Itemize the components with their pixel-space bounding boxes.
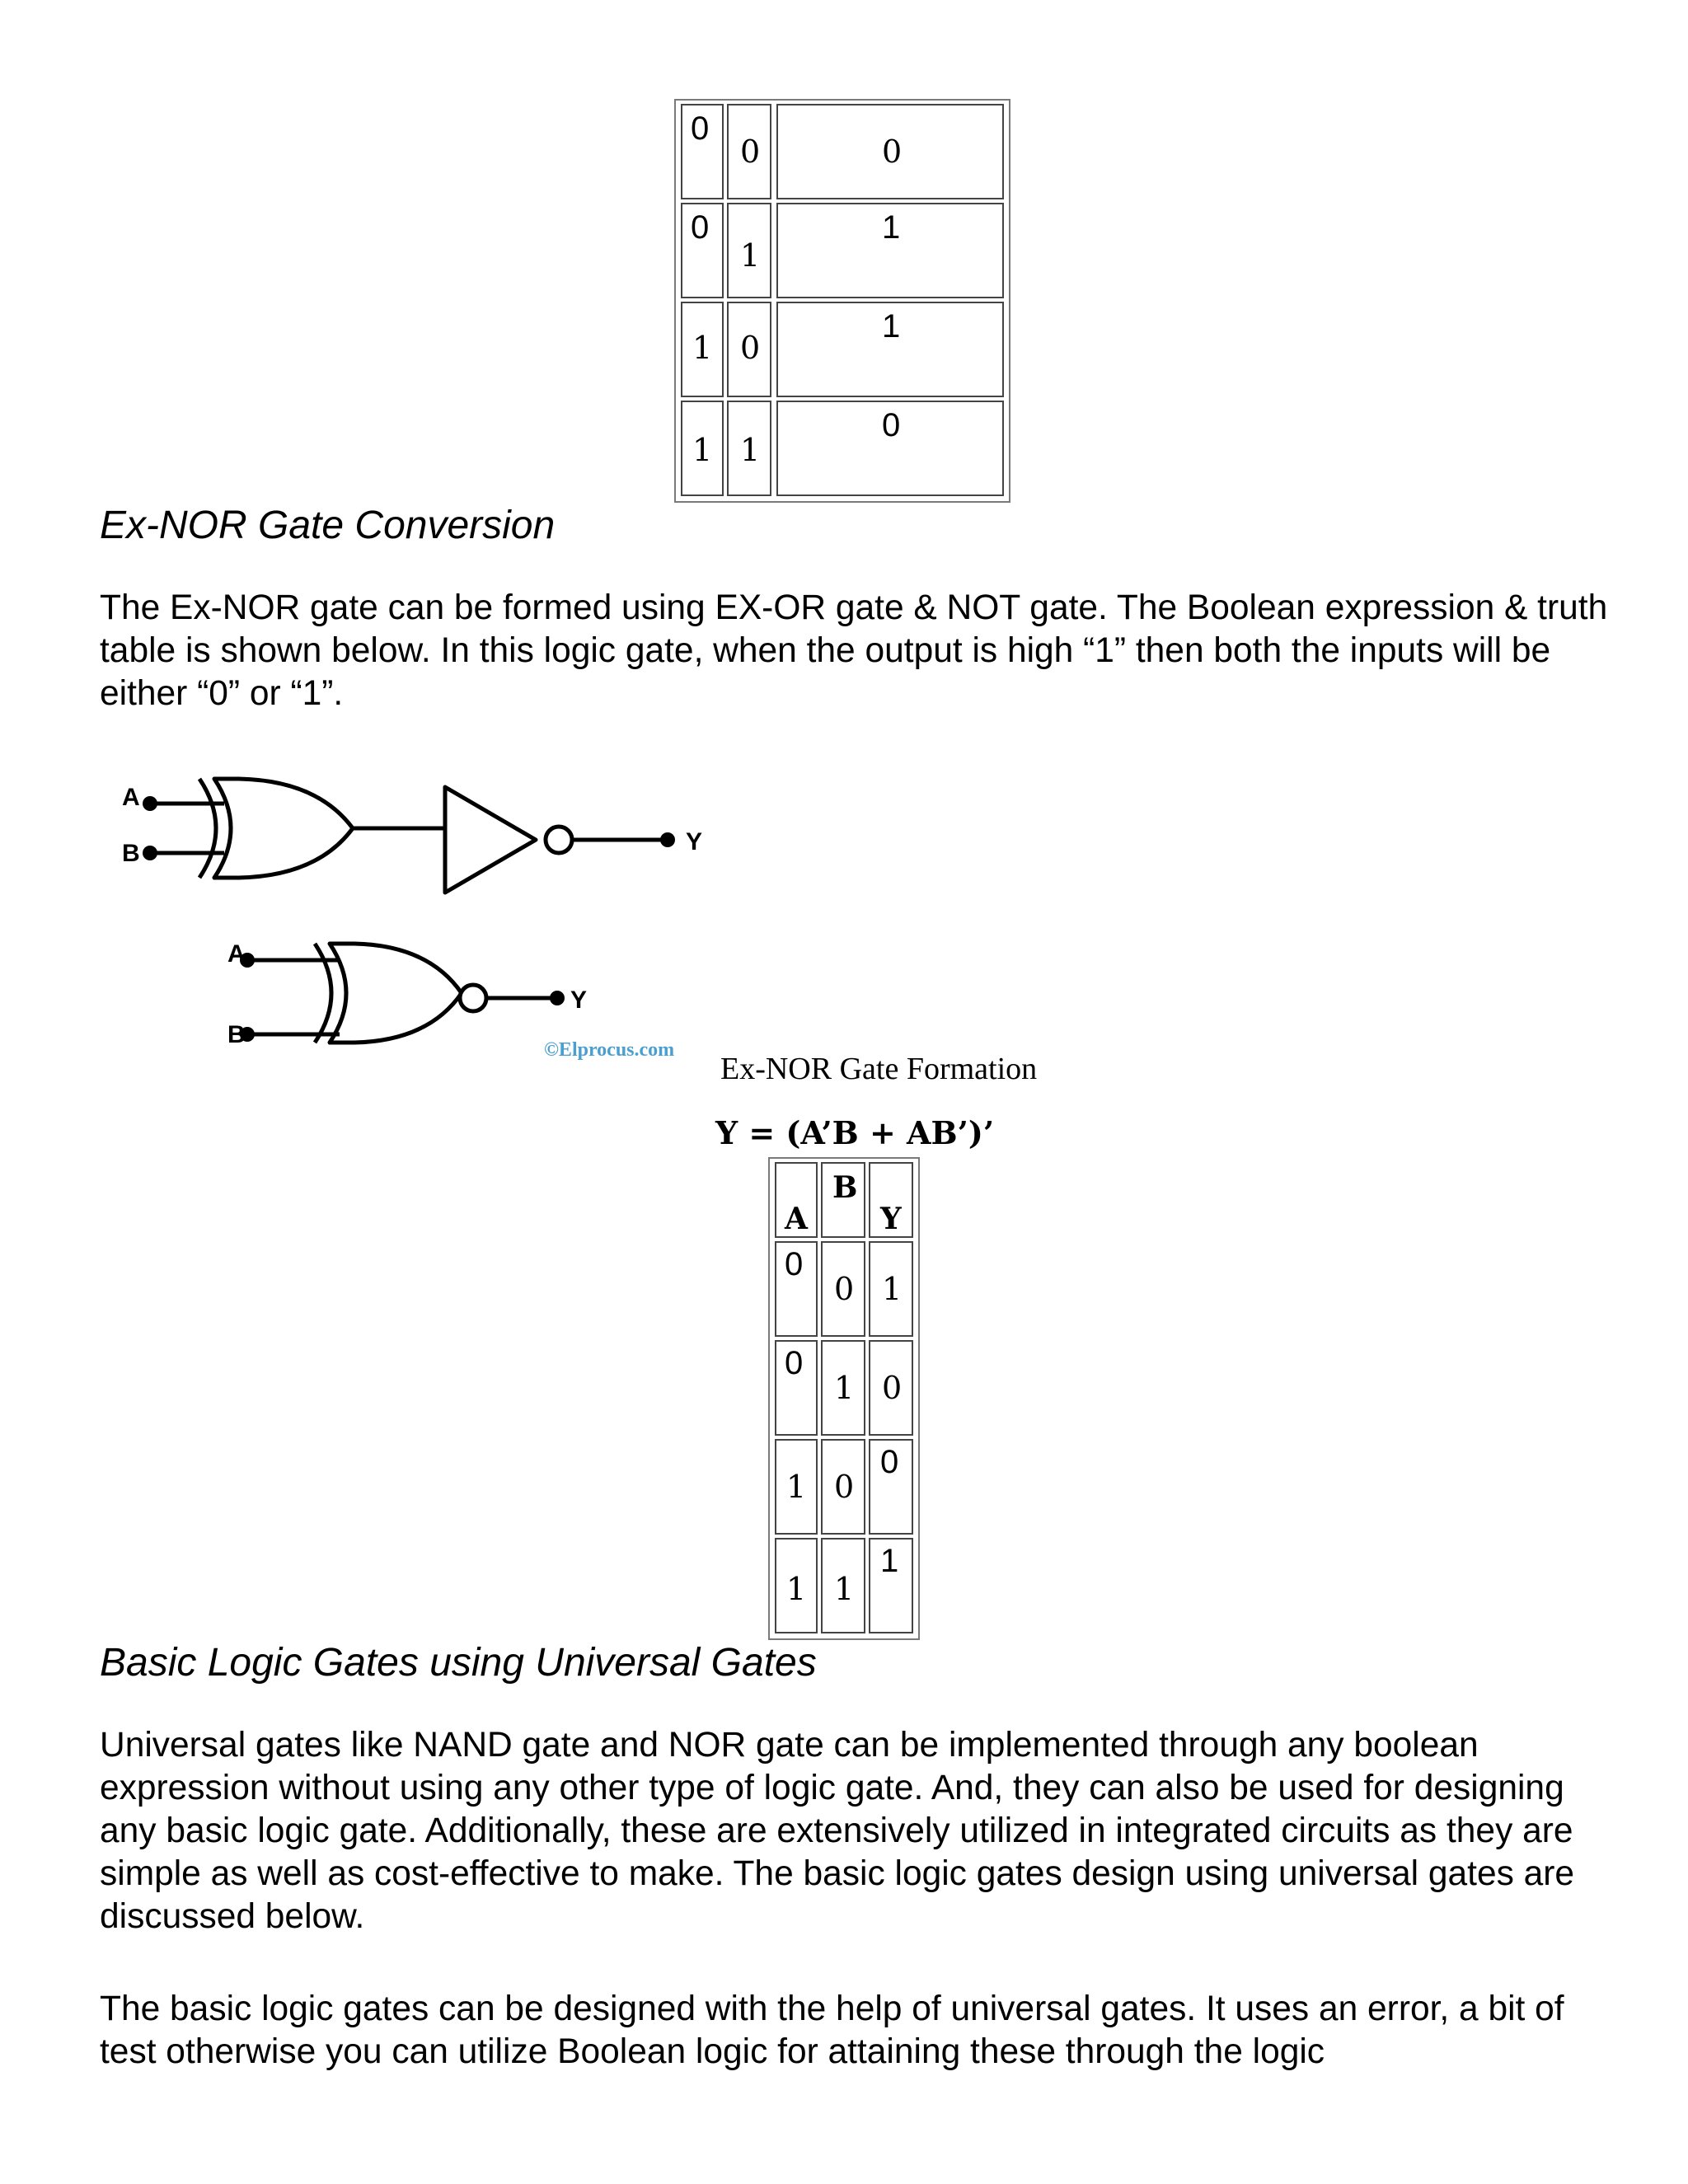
table-cell-y: 0 — [880, 1444, 899, 1480]
table-cell-a: 1 — [786, 1469, 807, 1505]
table-row — [681, 104, 724, 199]
table-cell-a: 1 — [692, 330, 713, 366]
xor-truth-table — [674, 99, 1010, 503]
paragraph-text: The basic logic gates can be designed with the help of universal gates. It uses an error, a bit of test otherwise you can utilize Boolean logic for attaining these through the logic — [100, 1990, 1564, 2071]
header-a: A — [785, 1202, 808, 1236]
table-cell — [776, 401, 1004, 496]
figure-caption: Ex-NOR Gate Formation — [720, 1052, 1038, 1086]
table-cell — [821, 1538, 865, 1633]
table-row — [775, 1241, 818, 1337]
table-cell — [727, 302, 771, 397]
table-header-cell — [821, 1162, 865, 1238]
table-cell — [727, 203, 771, 298]
table-cell-a: 0 — [691, 209, 710, 246]
xnor-truth-table — [768, 1157, 920, 1640]
table-cell-b: 1 — [740, 432, 761, 468]
table-cell-b: 0 — [834, 1271, 855, 1307]
xnor-gate-symbol — [330, 944, 462, 1043]
input-a-label: A — [122, 784, 140, 811]
table-cell-b: 1 — [740, 237, 761, 274]
table-cell-y: 0 — [882, 1370, 903, 1406]
output-y-label: Y — [686, 828, 703, 855]
table-cell-b: 1 — [834, 1370, 855, 1406]
table-cell-y: 1 — [882, 308, 901, 344]
table-cell-a: 0 — [785, 1345, 804, 1381]
header-b: B — [832, 1170, 858, 1205]
table-cell-y: 0 — [882, 407, 901, 443]
table-header-cell — [869, 1162, 913, 1238]
table-row — [681, 302, 724, 397]
table-cell — [821, 1439, 865, 1535]
table-row — [681, 401, 724, 496]
input-b-label: B — [122, 840, 140, 867]
table-cell — [776, 104, 1004, 199]
paragraph-text: The Ex-NOR gate can be formed using EX-OR gate & NOT gate. The Boolean expression & truth table is shown below. In this logic gate, when the output is high “1” then both the inputs will be either “0” or “1”. — [100, 588, 1608, 713]
header-y: Y — [880, 1202, 902, 1236]
section-heading-universal: Basic Logic Gates using Universal Gates — [100, 1641, 817, 1685]
boolean-formula: Y = (A’B + AB’)’ — [715, 1114, 995, 1151]
output-y-label: Y — [570, 987, 588, 1014]
table-cell-a: 0 — [691, 110, 710, 147]
table-cell — [869, 1340, 913, 1436]
watermark: ©Elprocus.com — [544, 1039, 675, 1061]
table-cell-b: 0 — [834, 1469, 855, 1505]
table-cell-a: 1 — [692, 432, 713, 468]
paragraph-universal-1 — [100, 1724, 1608, 1938]
table-cell-b: 1 — [834, 1571, 855, 1607]
table-cell — [869, 1538, 913, 1633]
table-cell-y: 1 — [882, 1271, 903, 1307]
xor-extra-arc — [199, 779, 216, 878]
table-cell-y: 1 — [882, 209, 901, 246]
table-header-cell — [775, 1162, 818, 1238]
input-b-label: B — [227, 1021, 246, 1048]
table-cell — [821, 1241, 865, 1337]
table-cell — [727, 104, 771, 199]
table-cell-a: 0 — [785, 1246, 804, 1282]
not-gate-symbol — [445, 787, 536, 893]
table-cell — [776, 302, 1004, 397]
input-a-label: A — [227, 940, 246, 968]
table-row — [681, 203, 724, 298]
table-row — [775, 1439, 818, 1535]
paragraph-universal-2 — [100, 1988, 1608, 2074]
table-cell-y: 1 — [880, 1543, 899, 1579]
table-cell-b: 0 — [740, 134, 761, 170]
table-row — [775, 1340, 818, 1436]
table-cell — [776, 203, 1004, 298]
table-cell-y: 0 — [882, 134, 903, 170]
paragraph-text: Universal gates like NAND gate and NOR gate can be implemented through any boolean expression without using any other type of logic gate. And, they can also be used for designing any basic logic gate. Additionally, these are extensively utilized in integrated circuits as they are simple as well as cost-effective to make. The basic logic gates design using universal gates are discussed below. — [100, 1726, 1575, 1936]
table-cell — [869, 1241, 913, 1337]
table-cell-b: 0 — [740, 330, 761, 366]
table-cell — [869, 1439, 913, 1535]
xor-gate-symbol — [214, 779, 353, 878]
paragraph-exnor — [100, 587, 1608, 715]
table-cell-a: 1 — [786, 1571, 807, 1607]
table-cell — [821, 1340, 865, 1436]
section-heading-exnor: Ex-NOR Gate Conversion — [100, 504, 556, 547]
table-cell — [727, 401, 771, 496]
exnor-gate-diagram — [99, 762, 824, 1059]
table-row — [775, 1538, 818, 1633]
